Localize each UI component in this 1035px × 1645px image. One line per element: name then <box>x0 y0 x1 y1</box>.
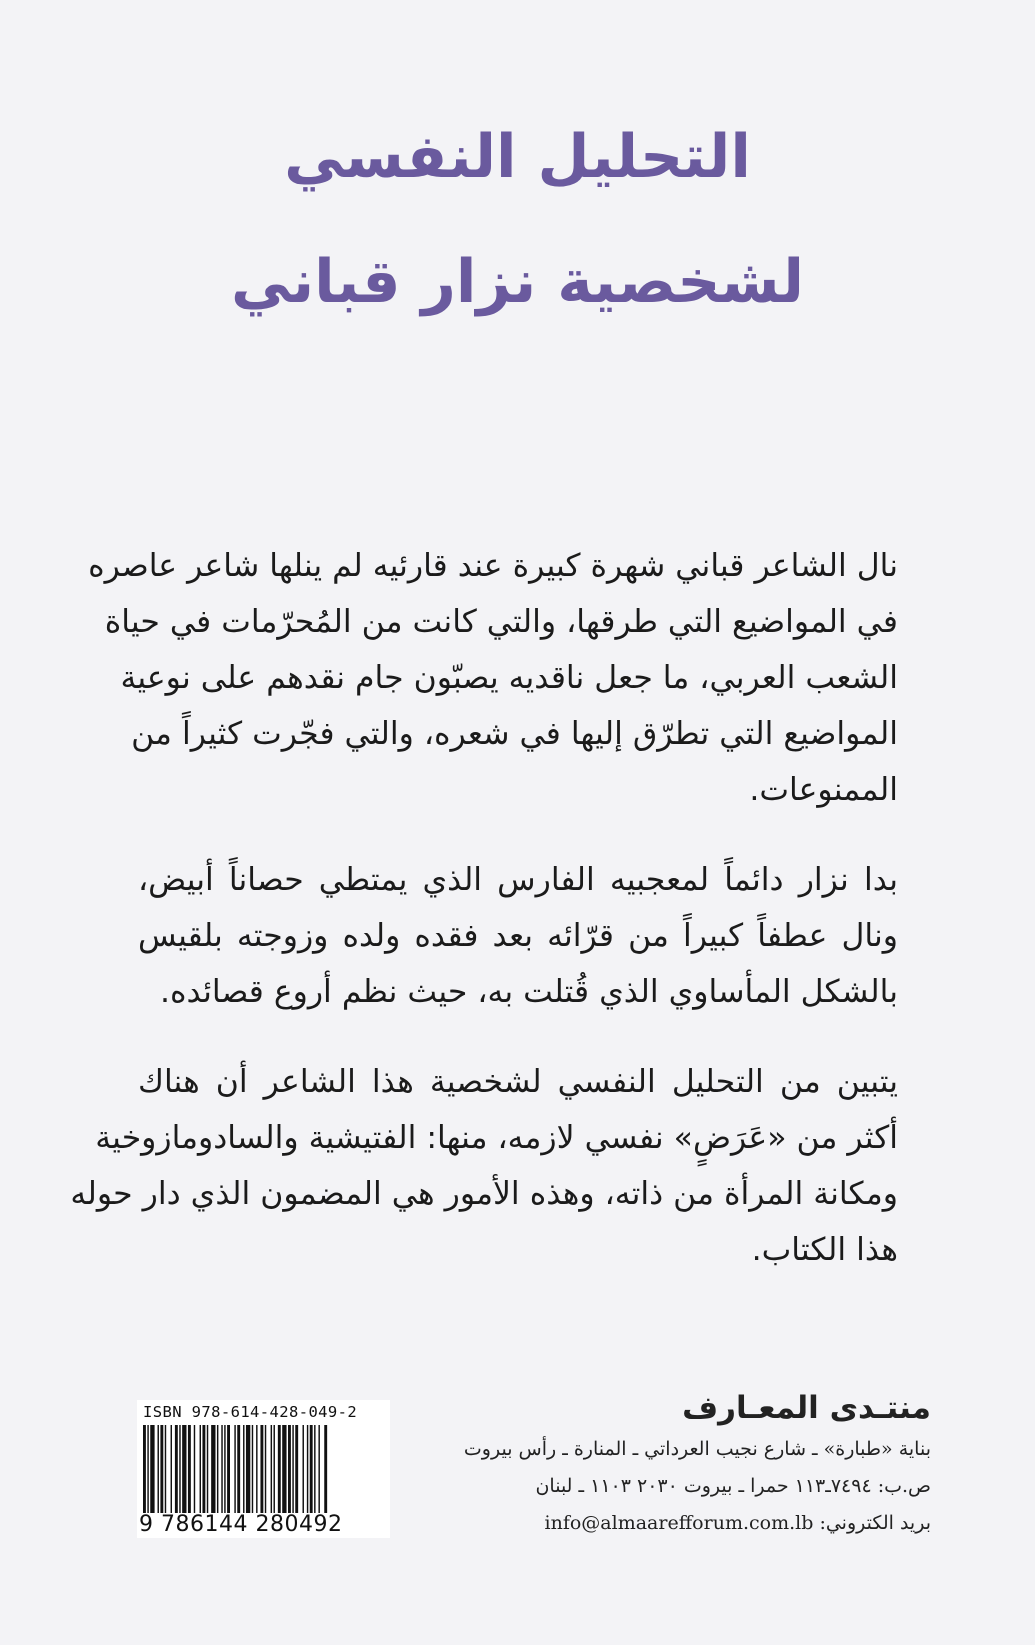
blurb-line: نال الشاعر قباني شهرة كبيرة عند قارئيه لم ينلها شاعر عاصره <box>88 548 898 584</box>
blurb-line: المواضيع التي تطرّق إليها في شعره، والتي فجّرت كثيراً من <box>131 716 898 752</box>
title-line-2: لشخصية نزار قباني <box>230 247 805 317</box>
blurb-paragraph-1 <box>88 538 898 818</box>
blurb-line: بدا نزار دائماً لمعجبيه الفارس الذي يمتطي حصاناً أبيض، <box>138 862 898 898</box>
blurb-line: بالشكل المأساوي الذي قُتلت به، حيث نظم أروع قصائده. <box>160 974 898 1010</box>
barcode-digits: 9 786144 280492 <box>139 1512 343 1537</box>
blurb-line: في المواضيع التي طرقها، والتي كانت من المُحرّمات في حياة <box>104 604 898 640</box>
blurb-paragraph-2 <box>138 852 898 1020</box>
barcode-icon <box>141 1425 386 1513</box>
blurb-line: هذا الكتاب. <box>751 1232 898 1268</box>
blurb-paragraph-3 <box>70 1054 898 1278</box>
blurb <box>70 538 898 1312</box>
publisher-email-line <box>471 1505 931 1542</box>
publisher-email: info@almaarefforum.com.lb <box>544 1512 814 1534</box>
blurb-line: يتبين من التحليل النفسي لشخصية هذا الشاعر أن هناك <box>138 1064 898 1100</box>
blurb-line: ومكانة المرأة من ذاته، وهذه الأمور هي المضمون الذي دار حوله <box>70 1176 898 1212</box>
publisher-info <box>463 1385 931 1542</box>
blurb-line: ونال عطفاً كبيراً من قرّائه بعد فقده ولده وزوجته بلقيس <box>138 918 898 954</box>
blurb-line: أكثر من «عَرَضٍ» نفسي لازمه، منها: الفتيشية والسادومازوخية <box>95 1120 898 1156</box>
blurb-line: الممنوعات. <box>749 772 898 808</box>
publisher-address: بناية «طبارة» ـ شارع نجيب العرداتي ـ المنارة ـ رأس بيروت <box>463 1438 931 1460</box>
publisher-pobox: ص.ب: ٧٤٩٤ـ١١٣ حمرا ـ بيروت ٢٠٣٠ ١١٠٣ ـ لبنان <box>535 1475 931 1497</box>
blurb-line: الشعب العربي، ما جعل ناقديه يصبّون جام نقدهم على نوعية <box>120 660 898 696</box>
publisher-name: منتـدى المعـارف <box>682 1390 931 1426</box>
isbn-barcode <box>137 1400 390 1538</box>
isbn-number: ISBN 978-614-428-049-2 <box>143 1403 358 1421</box>
book-title <box>120 95 915 345</box>
email-label: بريد الكتروني: <box>819 1512 931 1534</box>
title-line-1: التحليل النفسي <box>284 122 751 192</box>
